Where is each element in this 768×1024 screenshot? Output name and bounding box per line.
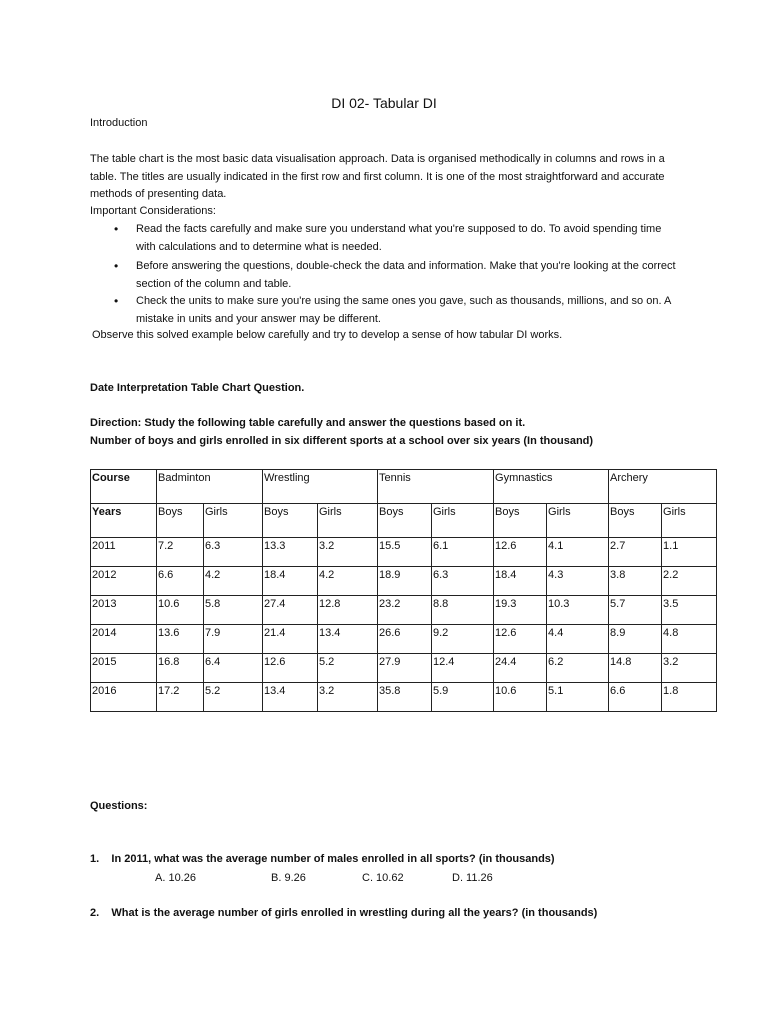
value-cell: 4.4 <box>547 625 609 654</box>
question-text: In 2011, what was the average number of males enrolled in all sports? (in thousands) <box>111 853 555 865</box>
value-cell: 35.8 <box>378 683 432 712</box>
value-cell: 12.6 <box>263 654 318 683</box>
data-table <box>90 469 717 712</box>
value-cell: 8.8 <box>432 596 494 625</box>
value-cell: 4.2 <box>318 567 378 596</box>
value-cell: 6.1 <box>432 538 494 567</box>
sport-header: Gymnastics <box>494 470 609 504</box>
table-header-row <box>91 470 717 504</box>
value-cell: 6.2 <box>547 654 609 683</box>
question-number: 2. <box>90 907 100 919</box>
value-cell: 1.1 <box>662 538 717 567</box>
value-cell: 23.2 <box>378 596 432 625</box>
girls-header: Girls <box>318 504 378 538</box>
table-row <box>91 654 717 683</box>
value-cell: 5.2 <box>204 683 263 712</box>
value-cell: 17.2 <box>157 683 204 712</box>
table-row <box>91 538 717 567</box>
bullet-marker: • <box>114 259 119 273</box>
value-cell: 4.3 <box>547 567 609 596</box>
bullet-item: Read the facts carefully and make sure you understand what you're supposed to do. To avoid spending time with calculations and to determine what is needed. <box>136 223 662 253</box>
value-cell: 18.9 <box>378 567 432 596</box>
table-caption: Number of boys and girls enrolled in six different sports at a school over six years (In thousand) <box>90 435 594 447</box>
table-row <box>91 567 717 596</box>
value-cell: 2.7 <box>609 538 662 567</box>
intro-paragraph: The table chart is the most basic data visualisation approach. Data is organised methodically in columns and rows in a table. The titles are usually indicated in the first row and first column. It is one of the most straightforward and accurate methods of presenting data. <box>90 153 665 200</box>
boys-header: Boys <box>157 504 204 538</box>
question-number: 1. <box>90 853 100 865</box>
girls-header: Girls <box>204 504 263 538</box>
value-cell: 7.9 <box>204 625 263 654</box>
value-cell: 3.2 <box>662 654 717 683</box>
question-item <box>90 907 597 919</box>
girls-header: Girls <box>547 504 609 538</box>
answer-option: D. 11.26 <box>452 872 493 884</box>
answer-option: C. 10.62 <box>362 872 404 884</box>
value-cell: 24.4 <box>494 654 547 683</box>
question-item <box>90 853 555 865</box>
course-header: Course <box>91 470 157 504</box>
table-row <box>91 625 717 654</box>
value-cell: 3.2 <box>318 683 378 712</box>
value-cell: 5.7 <box>609 596 662 625</box>
value-cell: 19.3 <box>494 596 547 625</box>
value-cell: 27.9 <box>378 654 432 683</box>
value-cell: 3.2 <box>318 538 378 567</box>
value-cell: 4.8 <box>662 625 717 654</box>
bullet-marker: • <box>114 222 119 236</box>
value-cell: 3.5 <box>662 596 717 625</box>
value-cell: 3.8 <box>609 567 662 596</box>
year-cell: 2015 <box>91 654 157 683</box>
value-cell: 10.6 <box>494 683 547 712</box>
value-cell: 6.6 <box>157 567 204 596</box>
answer-option: A. 10.26 <box>155 872 196 884</box>
table-body <box>91 538 717 712</box>
value-cell: 21.4 <box>263 625 318 654</box>
direction-text: Direction: Study the following table carefully and answer the questions based on it. <box>90 417 526 429</box>
sport-header: Wrestling <box>263 470 378 504</box>
question-text: What is the average number of girls enrolled in wrestling during all the years? (in thousands) <box>111 907 598 919</box>
value-cell: 26.6 <box>378 625 432 654</box>
value-cell: 1.8 <box>662 683 717 712</box>
boys-header: Boys <box>494 504 547 538</box>
value-cell: 5.2 <box>318 654 378 683</box>
sport-header: Archery <box>609 470 717 504</box>
value-cell: 12.6 <box>494 625 547 654</box>
value-cell: 15.5 <box>378 538 432 567</box>
boys-header: Boys <box>263 504 318 538</box>
years-header: Years <box>91 504 157 538</box>
table-subheader-row <box>91 504 717 538</box>
value-cell: 27.4 <box>263 596 318 625</box>
page-title: DI 02- Tabular DI <box>331 95 437 111</box>
boys-header: Boys <box>609 504 662 538</box>
value-cell: 5.1 <box>547 683 609 712</box>
value-cell: 14.8 <box>609 654 662 683</box>
girls-header: Girls <box>662 504 717 538</box>
boys-header: Boys <box>378 504 432 538</box>
value-cell: 13.6 <box>157 625 204 654</box>
question-heading: Date Interpretation Table Chart Question. <box>90 382 305 394</box>
value-cell: 5.8 <box>204 596 263 625</box>
questions-heading: Questions: <box>90 800 148 812</box>
value-cell: 13.4 <box>318 625 378 654</box>
value-cell: 2.2 <box>662 567 717 596</box>
observe-text: Observe this solved example below carefully and try to develop a sense of how tabular DI works. <box>92 329 563 341</box>
girls-header: Girls <box>432 504 494 538</box>
value-cell: 13.3 <box>263 538 318 567</box>
table-row <box>91 596 717 625</box>
value-cell: 4.2 <box>204 567 263 596</box>
value-cell: 6.6 <box>609 683 662 712</box>
value-cell: 18.4 <box>494 567 547 596</box>
value-cell: 7.2 <box>157 538 204 567</box>
sport-header: Badminton <box>157 470 263 504</box>
year-cell: 2014 <box>91 625 157 654</box>
bullet-item: Check the units to make sure you're using the same ones you gave, such as thousands, millions, and so on. A mistake in units and your answer may be different. <box>136 295 671 325</box>
sport-header: Tennis <box>378 470 494 504</box>
value-cell: 12.6 <box>494 538 547 567</box>
answer-option: B. 9.26 <box>271 872 306 884</box>
bullet-marker: • <box>114 294 119 308</box>
value-cell: 10.6 <box>157 596 204 625</box>
year-cell: 2011 <box>91 538 157 567</box>
value-cell: 10.3 <box>547 596 609 625</box>
bullet-item: Before answering the questions, double-check the data and information. Make that you're looking at the correct section of the column and table. <box>136 260 676 290</box>
year-cell: 2016 <box>91 683 157 712</box>
value-cell: 8.9 <box>609 625 662 654</box>
value-cell: 6.4 <box>204 654 263 683</box>
year-cell: 2012 <box>91 567 157 596</box>
year-cell: 2013 <box>91 596 157 625</box>
value-cell: 13.4 <box>263 683 318 712</box>
table-row <box>91 683 717 712</box>
value-cell: 5.9 <box>432 683 494 712</box>
value-cell: 16.8 <box>157 654 204 683</box>
intro-heading: Introduction <box>90 117 148 129</box>
considerations-heading: Important Considerations: <box>90 205 216 217</box>
value-cell: 9.2 <box>432 625 494 654</box>
value-cell: 18.4 <box>263 567 318 596</box>
value-cell: 12.4 <box>432 654 494 683</box>
value-cell: 6.3 <box>204 538 263 567</box>
value-cell: 4.1 <box>547 538 609 567</box>
value-cell: 12.8 <box>318 596 378 625</box>
value-cell: 6.3 <box>432 567 494 596</box>
